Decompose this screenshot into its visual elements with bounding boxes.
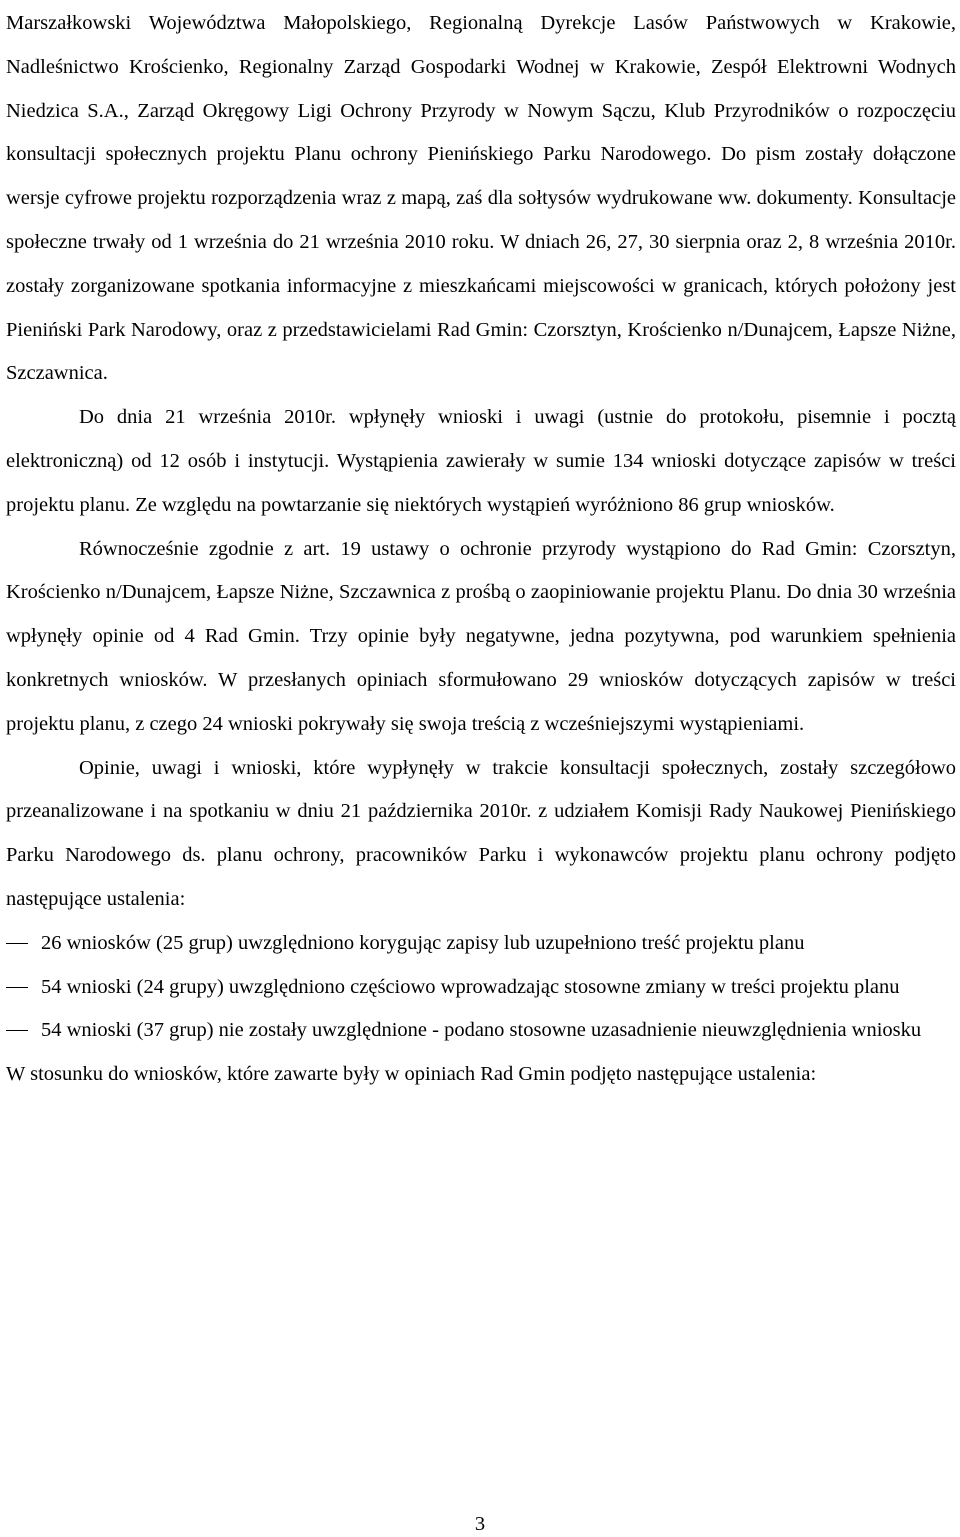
document-page [6,0,956,1097]
paragraph-intro: Marszałkowski Województwa Małopolskiego, Regionalną Dyrekcje Lasów Państwowych w Krakowie, Nadleśnictwo Krościenko, Regionalny Zarząd Gospodarki Wodnej w Krakowie, Zespół Elektrowni Wodnych Niedzica S.A., Zarząd Okręgowy Ligi Ochrony Przyrody w Nowym Sączu, Klub Przyrodników o rozpoczęciu konsultacji społecznych projektu Planu ochrony Pienińskiego Parku Narodowego. Do pism zostały dołączone wersje cyfrowe projektu rozporządzenia wraz z mapą, zaś dla sołtysów wydrukowane ww. dokumenty. Konsultacje społeczne trwały od 1 września do 21 września 2010 roku. W dniach 26, 27, 30 sierpnia oraz 2, 8 września 2010r. zostały zorganizowane spotkania informacyjne z mieszkańcami miejscowości w granicach, których położony jest Pieniński Park Narodowy, oraz z przedstawicielami Rad Gmin: Czorsztyn, Krościenko n/Dunajcem, Łapsze Niżne, Szczawnica. [6,12,956,385]
dash-bullet-icon [6,987,28,988]
dash-bullet-icon [6,1030,28,1031]
paragraph-closing: W stosunku do wniosków, które zawarte były w opiniach Rad Gmin podjęto następujące ustalenia: [6,1063,817,1086]
list-item [6,966,956,1010]
page-number: 3 [474,1513,486,1535]
findings-list [6,922,956,1053]
list-item-text: 26 wniosków (25 grup) uwzględniono korygując zapisy lub uzupełniono treść projektu planu [41,931,805,954]
list-item [6,1009,956,1053]
list-item [6,922,956,966]
paragraph-submissions: Do dnia 21 września 2010r. wpłynęły wnioski i uwagi (ustnie do protokołu, pisemnie i pocztą elektroniczną) od 12 osób i instytucji. Wystąpienia zawierały w sumie 134 wnioski dotyczące zapisów w treści projektu planu. Ze względu na powtarzanie się niektórych wystąpień wyróżniono 86 grup wniosków. [6,406,956,516]
list-item-text: 54 wnioski (24 grupy) uwzględniono częściowo wprowadzając stosowne zmiany w treści projektu planu [41,975,900,998]
dash-bullet-icon [6,943,28,944]
list-item-text: 54 wnioski (37 grup) nie zostały uwzględnione - podano stosowne uzasadnienie nieuwzględnienia wniosku [41,1019,922,1042]
paragraph-councils: Równocześnie zgodnie z art. 19 ustawy o ochronie przyrody wystąpiono do Rad Gmin: Czorsztyn, Krościenko n/Dunajcem, Łapsze Niżne, Szczawnica z prośbą o zaopiniowanie projektu Planu. Do dnia 30 września wpłynęły opinie od 4 Rad Gmin. Trzy opinie były negatywne, jedna pozytywna, pod warunkiem spełnienia konkretnych wniosków. W przesłanych opiniach sformułowano 29 wniosków dotyczących zapisów w treści projektu planu, z czego 24 wnioski pokrywały się swoja treścią z wcześniejszymi wystąpieniami. [6,537,956,735]
paragraph-analysis: Opinie, uwagi i wnioski, które wypłynęły w trakcie konsultacji społecznych, zostały szczegółowo przeanalizowane i na spotkaniu w dniu 21 października 2010r. z udziałem Komisji Rady Naukowej Pienińskiego Parku Narodowego ds. planu ochrony, pracowników Parku i wykonawców projektu planu ochrony podjęto następujące ustalenia: [6,756,956,910]
